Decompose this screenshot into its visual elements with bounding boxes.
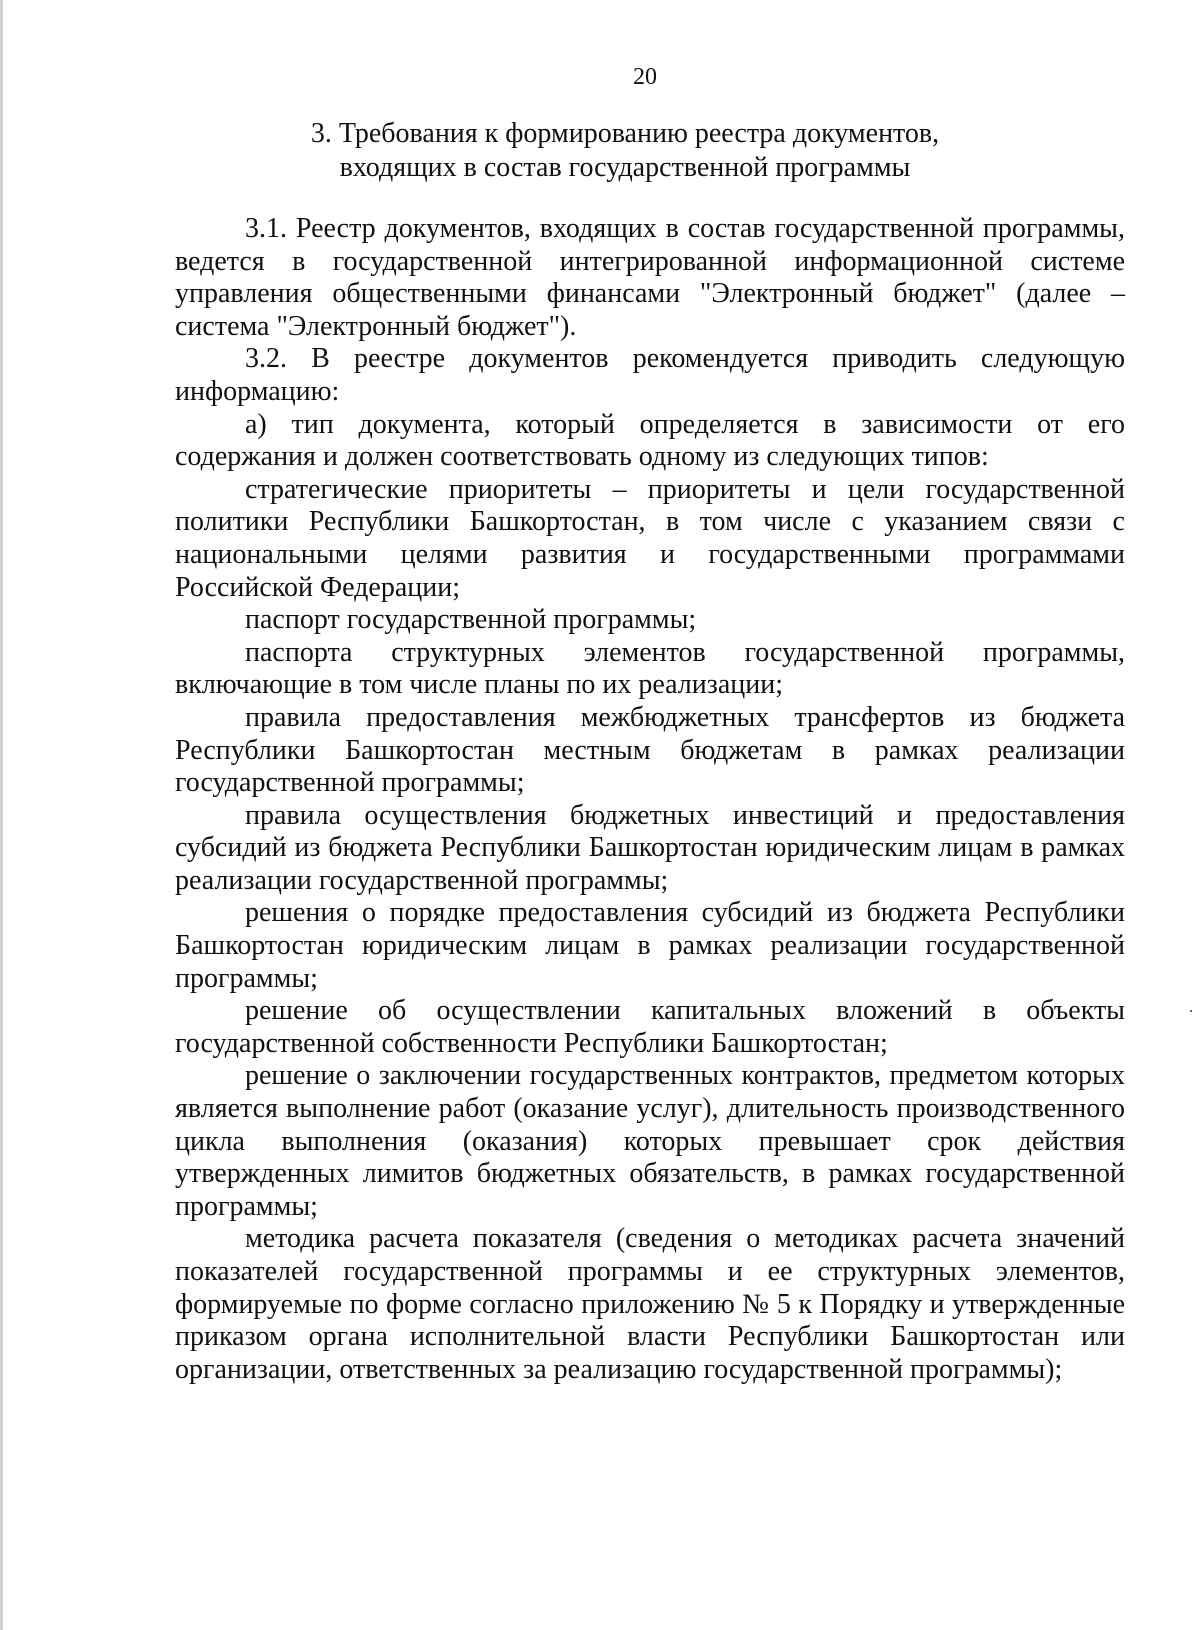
paragraph-program-passport: паспорт государственной программы; — [245, 604, 697, 636]
paragraph-indicator-methodology: методика расчета показателя (сведения о методиках расчета значений показателей государственной программы и ее структурных элементов, формируемые по форме согласно приложению № 5 к Порядку и утвержденные приказом органа исполнительной власти Республики Башкортостан или организации, ответственных за реализацию государственной программы); — [175, 1223, 1125, 1385]
paragraph-item-a: а) тип документа, который определяется в зависимости от его содержания и должен соответствовать одному из следующих типов: — [175, 408, 1125, 473]
paragraph-structural-passports: паспорта структурных элементов государственной программы, включающие в том числе планы по их реализации; — [175, 636, 1125, 701]
paragraph-budget-investments: правила осуществления бюджетных инвестиций и предоставления субсидий из бюджета Республики Башкортостан юридическим лицам в рамках реализации государственной программы; — [175, 799, 1125, 896]
paragraph-state-contracts: решение о заключении государственных контрактов, предметом которых является выполнение работ (оказание услуг), длительность производственного цикла выполнения (оказания) которых превышает срок действия утвержденных лимитов бюджетных обязательств, в рамках государственной программы; — [175, 1060, 1125, 1222]
section-heading-line-2: входящих в состав государственной программы — [339, 152, 911, 183]
section-heading-line-1: 3. Требования к формированию реестра документов, — [310, 118, 940, 149]
paragraph-interbudget-transfers: правила предоставления межбюджетных трансфертов из бюджета Республики Башкортостан местным бюджетам в рамках реализации государственной программы; — [175, 701, 1125, 799]
scan-edge — [0, 0, 3, 1630]
paragraph-subsidy-decisions: решения о порядке предоставления субсидий из бюджета Республики Башкортостан юридическим лицам в рамках реализации государственной программы; — [175, 897, 1125, 994]
scan-speck — [1190, 1010, 1192, 1012]
section-heading — [0, 117, 1200, 185]
paragraph-strategic-priorities: стратегические приоритеты – приоритеты и цели государственной политики Республики Башкортостан, в том числе с указанием связи с национальными целями развития и государственными программами Российской Федерации; — [175, 473, 1125, 603]
paragraph-capital-investments: решение об осуществлении капитальных вложений в объекты государственной собственности Республики Башкортостан; — [175, 995, 1125, 1059]
page-number: 20 — [633, 64, 657, 90]
body-text — [175, 213, 1125, 1386]
paragraph-3-2: 3.2. В реестре документов рекомендуется приводить следующую информацию: — [175, 343, 1125, 407]
paragraph-3-1: 3.1. Реестр документов, входящих в состав государственной программы, ведется в государственной интегрированной информационной системе управления общественными финансами "Электронный бюджет" (далее – система "Электронный бюджет"). — [175, 213, 1125, 342]
